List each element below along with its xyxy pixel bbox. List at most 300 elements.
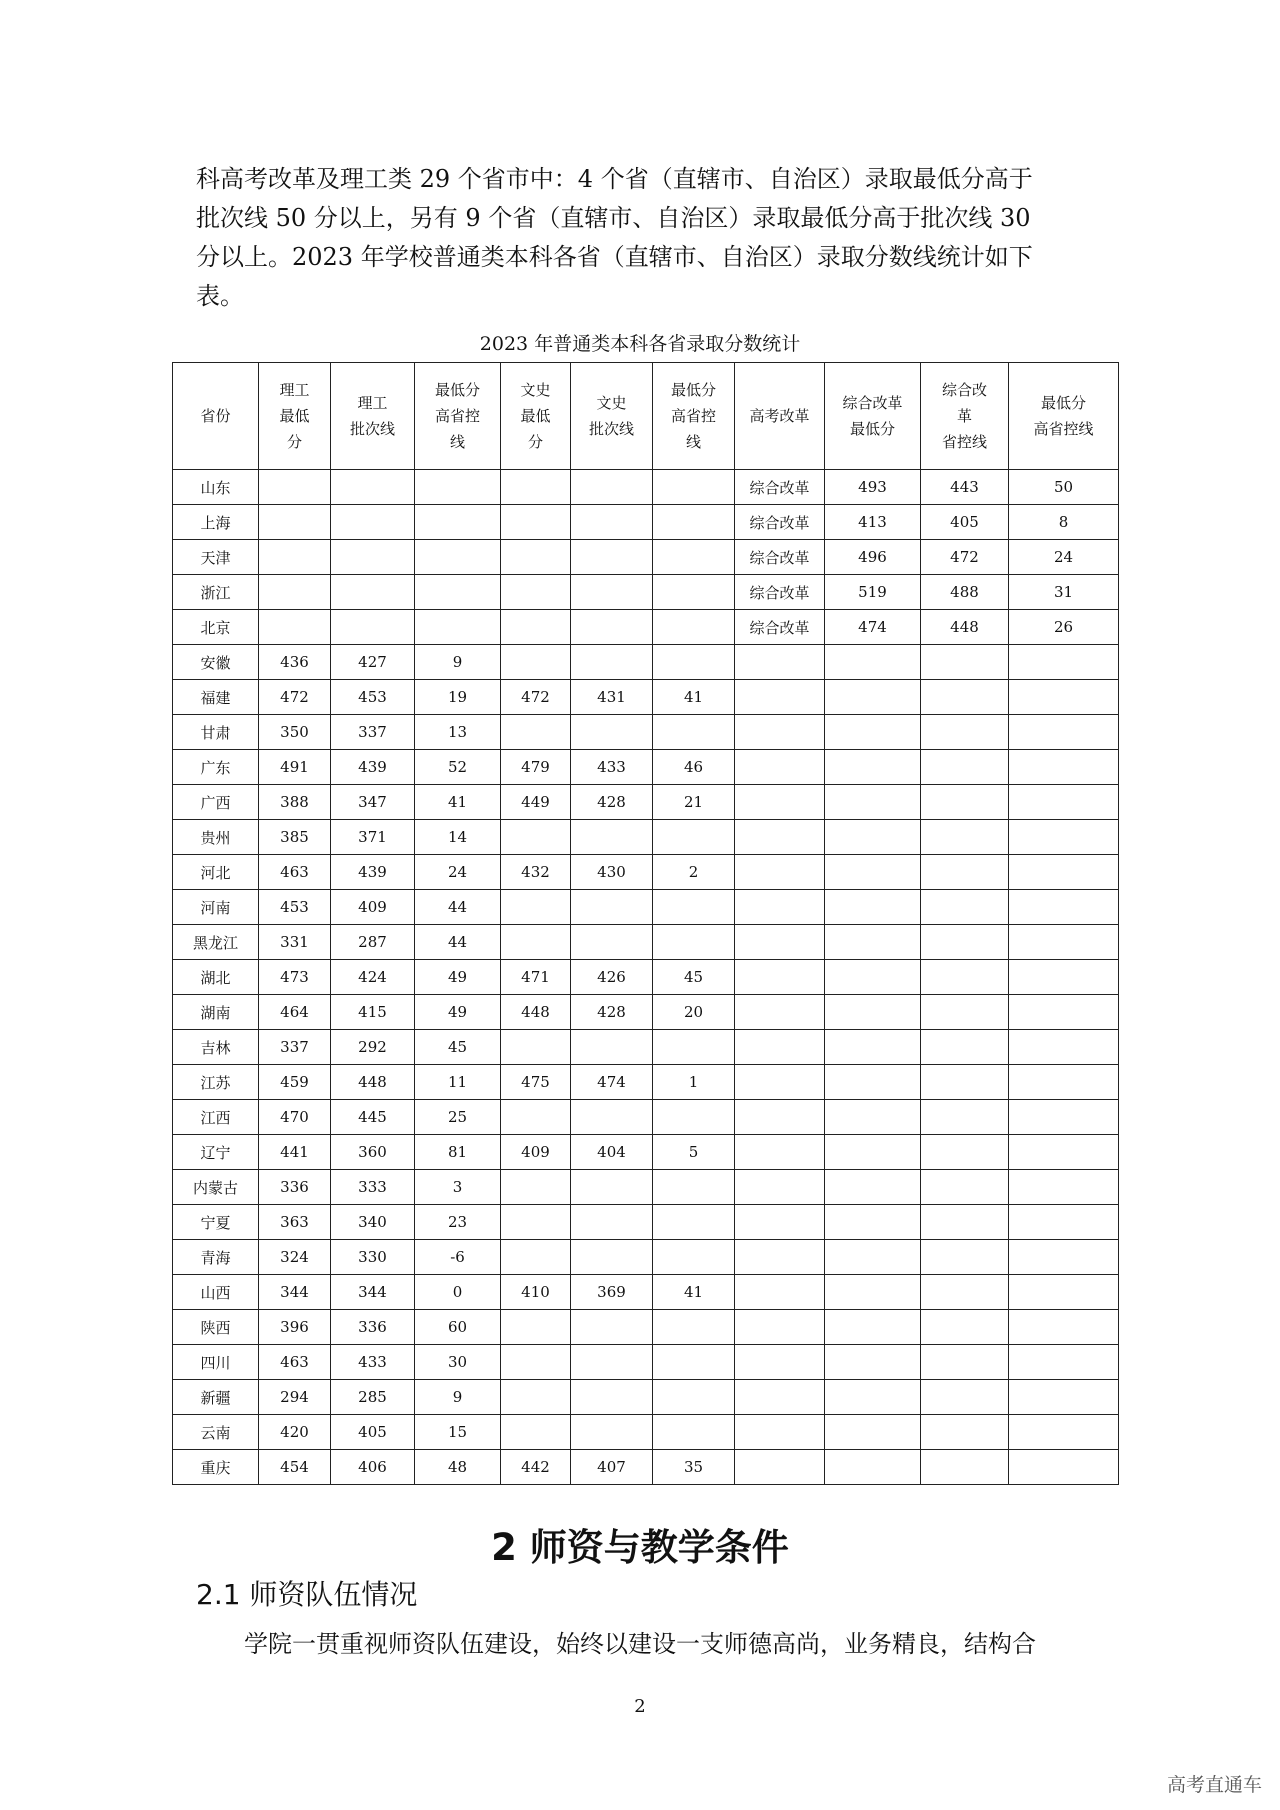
- table-cell: 344: [331, 1275, 415, 1310]
- column-header-line: 最低分: [1040, 394, 1086, 412]
- column-header: [259, 363, 331, 470]
- table-cell: [1009, 820, 1119, 855]
- table-row: [173, 855, 1119, 890]
- table-row: [173, 1450, 1119, 1485]
- table-cell: 363: [259, 1205, 331, 1240]
- table-cell: [571, 890, 653, 925]
- table-cell: [735, 1170, 825, 1205]
- table-cell: [921, 960, 1009, 995]
- column-header: [735, 363, 825, 470]
- column-header-line: 最低: [279, 407, 310, 425]
- column-header: [825, 363, 921, 470]
- table-cell: 44: [415, 890, 501, 925]
- table-cell: [331, 505, 415, 540]
- table-cell: 470: [259, 1100, 331, 1135]
- table-cell: 50: [1009, 470, 1119, 505]
- table-cell: 369: [571, 1275, 653, 1310]
- table-cell: 21: [653, 785, 735, 820]
- table-cell: [571, 1415, 653, 1450]
- page-number: 2: [634, 1696, 646, 1717]
- table-cell: 2: [653, 855, 735, 890]
- table-cell: 46: [653, 750, 735, 785]
- table-cell: 454: [259, 1450, 331, 1485]
- column-header-line: 批次线: [349, 420, 395, 438]
- province-cell: 福建: [173, 680, 259, 715]
- table-cell: [653, 1100, 735, 1135]
- table-cell: [653, 1170, 735, 1205]
- table-cell: [921, 1380, 1009, 1415]
- table-cell: [571, 1345, 653, 1380]
- table-cell: [259, 505, 331, 540]
- column-header-line: 综合改革: [842, 394, 903, 412]
- province-cell: 甘肃: [173, 715, 259, 750]
- column-header-line: 省控线: [941, 433, 987, 451]
- table-cell: [1009, 1345, 1119, 1380]
- table-cell: 463: [259, 855, 331, 890]
- table-cell: 综合改革: [735, 505, 825, 540]
- table-cell: 44: [415, 925, 501, 960]
- table-cell: [825, 1380, 921, 1415]
- table-cell: [921, 1415, 1009, 1450]
- table-cell: [735, 1345, 825, 1380]
- column-header-line: 高考改革: [749, 407, 810, 425]
- table-row: [173, 505, 1119, 540]
- table-caption: 2023 年普通类本科各省录取分数统计: [479, 333, 801, 355]
- table-cell: [921, 1135, 1009, 1170]
- table-cell: [501, 1170, 571, 1205]
- table-cell: [1009, 1240, 1119, 1275]
- table-cell: 420: [259, 1415, 331, 1450]
- table-cell: [259, 575, 331, 610]
- table-cell: 337: [259, 1030, 331, 1065]
- province-cell: 云南: [173, 1415, 259, 1450]
- table-cell: 496: [825, 540, 921, 575]
- intro-line: 表。: [196, 282, 244, 310]
- table-cell: 13: [415, 715, 501, 750]
- table-cell: 405: [921, 505, 1009, 540]
- table-cell: 294: [259, 1380, 331, 1415]
- table-cell: [653, 890, 735, 925]
- column-header-line: 最低分: [670, 381, 716, 399]
- table-cell: [735, 1240, 825, 1275]
- table-cell: [921, 1170, 1009, 1205]
- table-cell: [921, 890, 1009, 925]
- table-cell: [571, 610, 653, 645]
- table-row: [173, 820, 1119, 855]
- table-row: [173, 1170, 1119, 1205]
- table-cell: 324: [259, 1240, 331, 1275]
- table-cell: [735, 750, 825, 785]
- table-cell: 20: [653, 995, 735, 1030]
- table-cell: [501, 470, 571, 505]
- table-row: [173, 610, 1119, 645]
- province-cell: 山西: [173, 1275, 259, 1310]
- table-cell: [735, 1135, 825, 1170]
- table-cell: [653, 820, 735, 855]
- table-cell: [653, 505, 735, 540]
- column-header: [331, 363, 415, 470]
- table-cell: 473: [259, 960, 331, 995]
- table-cell: [571, 1240, 653, 1275]
- table-cell: [735, 680, 825, 715]
- table-cell: [921, 995, 1009, 1030]
- column-header: [173, 363, 259, 470]
- column-header-line: 综合改: [941, 381, 987, 399]
- table-cell: 3: [415, 1170, 501, 1205]
- table-cell: [571, 470, 653, 505]
- table-cell: [415, 540, 501, 575]
- table-cell: [921, 680, 1009, 715]
- table-cell: [825, 1030, 921, 1065]
- table-cell: [571, 1310, 653, 1345]
- table-cell: 404: [571, 1135, 653, 1170]
- table-cell: [415, 470, 501, 505]
- table-cell: [825, 1205, 921, 1240]
- table-cell: [1009, 1310, 1119, 1345]
- table-cell: 350: [259, 715, 331, 750]
- intro-paragraph: [196, 160, 1096, 316]
- table-cell: 472: [259, 680, 331, 715]
- intro-line: 批次线 50 分以上，另有 9 个省（直辖市、自治区）录取最低分高于批次线 30: [196, 204, 1031, 232]
- table-cell: 336: [259, 1170, 331, 1205]
- province-cell: 天津: [173, 540, 259, 575]
- province-cell: 辽宁: [173, 1135, 259, 1170]
- table-cell: [571, 645, 653, 680]
- table-cell: [1009, 890, 1119, 925]
- table-cell: 35: [653, 1450, 735, 1485]
- table-cell: [501, 1030, 571, 1065]
- table-cell: [825, 820, 921, 855]
- table-cell: 385: [259, 820, 331, 855]
- table-row: [173, 1065, 1119, 1100]
- table-cell: 336: [331, 1310, 415, 1345]
- table-cell: 14: [415, 820, 501, 855]
- table-cell: [501, 1415, 571, 1450]
- table-cell: [1009, 645, 1119, 680]
- table-cell: [825, 1135, 921, 1170]
- table-cell: [501, 925, 571, 960]
- table-cell: [921, 1275, 1009, 1310]
- table-row: [173, 1135, 1119, 1170]
- province-cell: 湖南: [173, 995, 259, 1030]
- table-cell: [653, 715, 735, 750]
- table-cell: 41: [653, 680, 735, 715]
- column-header: [653, 363, 735, 470]
- table-cell: [653, 540, 735, 575]
- table-cell: [825, 680, 921, 715]
- section-heading: 2 师资与教学条件: [491, 1526, 789, 1569]
- table-cell: 459: [259, 1065, 331, 1100]
- table-cell: 23: [415, 1205, 501, 1240]
- table-cell: 344: [259, 1275, 331, 1310]
- table-cell: 综合改革: [735, 610, 825, 645]
- table-cell: 1: [653, 1065, 735, 1100]
- table-cell: [735, 785, 825, 820]
- province-cell: 广东: [173, 750, 259, 785]
- table-cell: [921, 1030, 1009, 1065]
- table-cell: [1009, 1415, 1119, 1450]
- table-cell: [653, 610, 735, 645]
- subsection-heading: 2.1 师资队伍情况: [196, 1578, 418, 1611]
- table-cell: [825, 785, 921, 820]
- province-cell: 新疆: [173, 1380, 259, 1415]
- table-cell: [825, 855, 921, 890]
- table-cell: [921, 750, 1009, 785]
- table-row: [173, 890, 1119, 925]
- table-cell: 333: [331, 1170, 415, 1205]
- table-cell: [501, 1310, 571, 1345]
- table-cell: 31: [1009, 575, 1119, 610]
- province-cell: 河北: [173, 855, 259, 890]
- table-cell: [825, 995, 921, 1030]
- province-cell: 安徽: [173, 645, 259, 680]
- table-cell: [1009, 715, 1119, 750]
- table-cell: 52: [415, 750, 501, 785]
- table-cell: [1009, 995, 1119, 1030]
- province-cell: 江苏: [173, 1065, 259, 1100]
- table-cell: [825, 1170, 921, 1205]
- table-cell: [1009, 1065, 1119, 1100]
- table-cell: 406: [331, 1450, 415, 1485]
- table-cell: [501, 645, 571, 680]
- table-cell: 472: [501, 680, 571, 715]
- table-cell: [653, 925, 735, 960]
- table-cell: [1009, 1135, 1119, 1170]
- table-cell: 41: [653, 1275, 735, 1310]
- table-cell: 463: [259, 1345, 331, 1380]
- column-header: [921, 363, 1009, 470]
- table-cell: [653, 1380, 735, 1415]
- table-cell: 433: [331, 1345, 415, 1380]
- table-cell: [571, 1205, 653, 1240]
- column-header-line: 线: [685, 433, 701, 451]
- table-cell: 409: [331, 890, 415, 925]
- table-cell: [921, 785, 1009, 820]
- table-cell: [921, 1065, 1009, 1100]
- table-cell: [415, 575, 501, 610]
- table-cell: [1009, 785, 1119, 820]
- table-cell: [415, 505, 501, 540]
- table-row: [173, 1380, 1119, 1415]
- table-cell: 371: [331, 820, 415, 855]
- table-cell: [259, 470, 331, 505]
- table-cell: 493: [825, 470, 921, 505]
- table-cell: 471: [501, 960, 571, 995]
- table-cell: 439: [331, 750, 415, 785]
- table-cell: [921, 1100, 1009, 1135]
- province-cell: 青海: [173, 1240, 259, 1275]
- table-cell: [921, 855, 1009, 890]
- table-cell: 285: [331, 1380, 415, 1415]
- table-cell: -6: [415, 1240, 501, 1275]
- table-cell: [825, 750, 921, 785]
- table-cell: [653, 1415, 735, 1450]
- table-cell: [1009, 925, 1119, 960]
- province-cell: 山东: [173, 470, 259, 505]
- table-cell: 49: [415, 960, 501, 995]
- column-header-line: 分: [527, 433, 543, 451]
- column-header-line: 高省控: [434, 407, 480, 425]
- table-cell: [825, 1100, 921, 1135]
- table-cell: [653, 575, 735, 610]
- section-body-text: 学院一贯重视师资队伍建设，始终以建设一支师德高尚，业务精良，结构合: [244, 1630, 1036, 1658]
- table-cell: [653, 1030, 735, 1065]
- admission-score-table: [172, 362, 1119, 1485]
- table-cell: [1009, 960, 1119, 995]
- table-cell: [415, 610, 501, 645]
- table-row: [173, 1415, 1119, 1450]
- table-cell: [735, 855, 825, 890]
- table-row: [173, 1205, 1119, 1240]
- table-cell: 292: [331, 1030, 415, 1065]
- table-cell: [735, 1310, 825, 1345]
- table-cell: [1009, 1275, 1119, 1310]
- intro-line: 分以上。2023 年学校普通类本科各省（直辖市、自治区）录取分数线统计如下: [196, 243, 1033, 271]
- province-cell: 黑龙江: [173, 925, 259, 960]
- table-cell: [825, 1415, 921, 1450]
- table-row: [173, 575, 1119, 610]
- table-cell: 388: [259, 785, 331, 820]
- table-cell: 410: [501, 1275, 571, 1310]
- table-cell: [825, 925, 921, 960]
- table-cell: [735, 1030, 825, 1065]
- table-cell: [1009, 1450, 1119, 1485]
- table-cell: [735, 960, 825, 995]
- table-row: [173, 1345, 1119, 1380]
- table-row: [173, 1100, 1119, 1135]
- table-cell: 5: [653, 1135, 735, 1170]
- table-cell: [921, 925, 1009, 960]
- table-row: [173, 1240, 1119, 1275]
- table-cell: [571, 1030, 653, 1065]
- province-cell: 上海: [173, 505, 259, 540]
- table-cell: [501, 575, 571, 610]
- table-cell: 443: [921, 470, 1009, 505]
- table-cell: 331: [259, 925, 331, 960]
- table-cell: 428: [571, 785, 653, 820]
- province-cell: 浙江: [173, 575, 259, 610]
- column-header-line: 高省控线: [1033, 420, 1094, 438]
- table-cell: 26: [1009, 610, 1119, 645]
- table-cell: 433: [571, 750, 653, 785]
- table-cell: [501, 610, 571, 645]
- table-row: [173, 645, 1119, 680]
- table-cell: [735, 1065, 825, 1100]
- table-cell: 330: [331, 1240, 415, 1275]
- table-cell: 448: [921, 610, 1009, 645]
- column-header-line: 分: [286, 433, 302, 451]
- table-cell: [501, 1345, 571, 1380]
- table-row: [173, 1275, 1119, 1310]
- table-cell: 24: [415, 855, 501, 890]
- table-cell: [825, 645, 921, 680]
- table-cell: 472: [921, 540, 1009, 575]
- column-header-line: 文史: [520, 381, 551, 399]
- table-row: [173, 1310, 1119, 1345]
- table-cell: [259, 610, 331, 645]
- table-cell: [921, 1240, 1009, 1275]
- table-cell: [571, 540, 653, 575]
- table-cell: 30: [415, 1345, 501, 1380]
- table-cell: [825, 890, 921, 925]
- table-cell: 407: [571, 1450, 653, 1485]
- province-cell: 吉林: [173, 1030, 259, 1065]
- table-row: [173, 785, 1119, 820]
- table-cell: 439: [331, 855, 415, 890]
- table-cell: [571, 715, 653, 750]
- table-cell: [735, 1380, 825, 1415]
- table-cell: [825, 960, 921, 995]
- table-row: [173, 960, 1119, 995]
- table-cell: 427: [331, 645, 415, 680]
- table-cell: 474: [825, 610, 921, 645]
- table-cell: [331, 575, 415, 610]
- table-cell: 25: [415, 1100, 501, 1135]
- column-header: [1009, 363, 1119, 470]
- table-cell: [501, 1380, 571, 1415]
- table-cell: [735, 1415, 825, 1450]
- table-cell: [653, 1310, 735, 1345]
- table-cell: [501, 820, 571, 855]
- table-cell: [653, 1240, 735, 1275]
- table-cell: [921, 820, 1009, 855]
- table-cell: [825, 1065, 921, 1100]
- table-row: [173, 925, 1119, 960]
- table-row: [173, 680, 1119, 715]
- table-cell: 45: [415, 1030, 501, 1065]
- table-cell: 48: [415, 1450, 501, 1485]
- province-cell: 贵州: [173, 820, 259, 855]
- table-cell: [1009, 1205, 1119, 1240]
- table-cell: 405: [331, 1415, 415, 1450]
- table-cell: [1009, 1380, 1119, 1415]
- table-cell: [571, 1100, 653, 1135]
- column-header-line: 文史: [596, 394, 627, 412]
- table-cell: [501, 505, 571, 540]
- table-cell: 24: [1009, 540, 1119, 575]
- table-cell: 9: [415, 645, 501, 680]
- table-cell: [501, 540, 571, 575]
- table-row: [173, 470, 1119, 505]
- column-header: [571, 363, 653, 470]
- province-cell: 江西: [173, 1100, 259, 1135]
- table-cell: [331, 610, 415, 645]
- table-cell: [825, 1240, 921, 1275]
- table-cell: 340: [331, 1205, 415, 1240]
- table-cell: [571, 1170, 653, 1205]
- table-cell: [501, 1205, 571, 1240]
- table-cell: 15: [415, 1415, 501, 1450]
- province-cell: 陕西: [173, 1310, 259, 1345]
- table-cell: [331, 540, 415, 575]
- table-cell: 491: [259, 750, 331, 785]
- province-cell: 内蒙古: [173, 1170, 259, 1205]
- table-row: [173, 995, 1119, 1030]
- table-cell: 445: [331, 1100, 415, 1135]
- table-body: [173, 470, 1119, 1485]
- table-cell: [501, 1100, 571, 1135]
- table-cell: 442: [501, 1450, 571, 1485]
- table-cell: [1009, 1170, 1119, 1205]
- table-cell: 41: [415, 785, 501, 820]
- province-cell: 四川: [173, 1345, 259, 1380]
- table-cell: 9: [415, 1380, 501, 1415]
- table-cell: [735, 645, 825, 680]
- table-cell: [501, 1240, 571, 1275]
- table-cell: 409: [501, 1135, 571, 1170]
- column-header-line: 省份: [200, 407, 231, 425]
- table-cell: [825, 1450, 921, 1485]
